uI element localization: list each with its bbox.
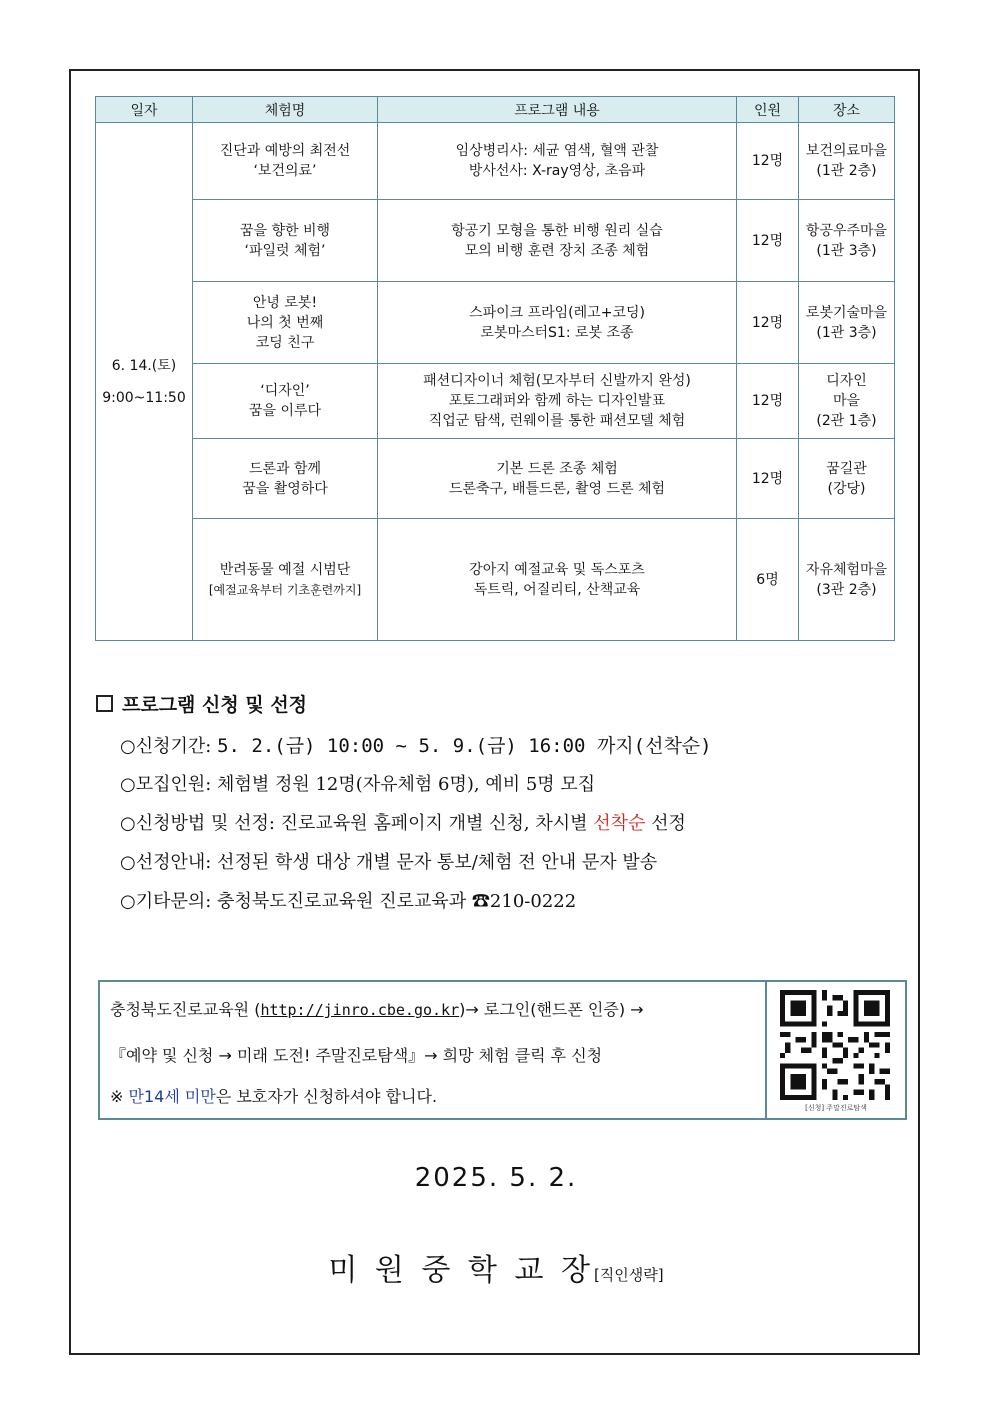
table-row: [96, 282, 895, 364]
table-row: [96, 123, 895, 200]
list-item-recruit: ○모집인원: 체험별 정원 12명(자유체험 6명), 예비 5명 모집: [120, 774, 596, 795]
document-date: 2025. 5. 2.: [414, 1163, 578, 1193]
table-row: [96, 200, 895, 282]
list-item-contact: ○기타문의: 충청북도진로교육원 진로교육과 ☎210-0222: [120, 891, 577, 912]
place-cell: 보건의료마을 (1관 2층): [799, 123, 895, 200]
header-program-content: 프로그램 내용: [378, 97, 737, 123]
header-program-name: 체험명: [193, 97, 378, 123]
header-place: 장소: [799, 97, 895, 123]
header-people: 인원: [737, 97, 799, 123]
table-row: [96, 364, 895, 439]
program-content-cell: 패션디자이너 체험(모자부터 신발까지 완성) 포토그래퍼와 함께 하는 디자인발표 직업군 탐색, 런웨이를 통한 패션모델 체험: [378, 364, 737, 439]
list-item-period: ○신청기간: 5. 2.(금) 10:00 ~ 5. 9.(금) 16:00 까지(선착순): [120, 735, 712, 757]
qr-code-cell: [765, 982, 905, 1118]
section-heading: [96, 690, 307, 717]
place-cell: 항공우주마을 (1관 3층): [799, 200, 895, 282]
date-text: 6. 14.(토): [111, 357, 177, 374]
time-text: 9:00~11:50: [102, 389, 186, 406]
place-cell: 로봇기술마을 (1관 3층): [799, 282, 895, 364]
people-cell: 6명: [737, 519, 799, 641]
table-row: [96, 439, 895, 519]
program-content-cell: 스파이크 프라임(레고+코딩) 로봇마스터S1: 로봇 조종: [378, 282, 737, 364]
checkbox-square-icon: [96, 695, 113, 712]
date-cell: [96, 123, 193, 641]
info-box: [98, 980, 907, 1120]
program-name-cell: 안녕 로봇! 나의 첫 번째 코딩 친구: [193, 282, 378, 364]
table-row: [96, 519, 895, 641]
people-cell: 12명: [737, 364, 799, 439]
info-line-3: ※ 만14세 미만은 보호자가 신청하셔야 합니다.: [110, 1087, 438, 1106]
place-cell: 자유체험마을 (3관 2층): [799, 519, 895, 641]
principal-name: 미 원 중 학 교 장: [328, 1253, 594, 1288]
header-date: 일자: [96, 97, 193, 123]
people-cell: 12명: [737, 439, 799, 519]
place-cell: 꿈길관 (강당): [799, 439, 895, 519]
info-line-2: 『예약 및 신청 → 미래 도전! 주말진로탐색』→ 희망 체험 클릭 후 신청: [110, 1046, 603, 1065]
signature: [0, 1245, 992, 1289]
section-title: 프로그램 신청 및 선정: [122, 694, 308, 716]
first-come-highlight: 선착순: [593, 813, 646, 834]
info-line-1: 충청북도진로교육원 (http://jinro.cbe.go.kr)→ 로그인(핸드폰 인증) →: [110, 1000, 644, 1019]
program-content-cell: 임상병리사: 세균 염색, 혈액 관찰 방사선사: X-ray영상, 초음파: [378, 123, 737, 200]
program-content-cell: 강아지 예절교육 및 독스포츠 독트릭, 어질리티, 산책교육: [378, 519, 737, 641]
program-name-cell: ‘디자인’ 꿈을 이루다: [193, 364, 378, 439]
homepage-link[interactable]: http://jinro.cbe.go.kr: [260, 1001, 460, 1019]
schedule-table: [95, 96, 895, 641]
people-cell: 12명: [737, 200, 799, 282]
list-item-method: ○신청방법 및 선정: 진로교육원 홈페이지 개별 신청, 차시별 선착순 선정: [120, 813, 686, 834]
qr-code-icon[interactable]: [780, 990, 890, 1100]
program-name-cell: 꿈을 향한 비행 ‘파일럿 체험’: [193, 200, 378, 282]
place-cell: 디자인 마을 (2관 1층): [799, 364, 895, 439]
program-name-cell: 반려동물 예절 시범단 [예절교육부터 기초훈련까지]: [193, 519, 378, 641]
people-cell: 12명: [737, 123, 799, 200]
qr-caption: [신청] 주말진로탐색: [805, 1104, 867, 1112]
program-name-cell: 드론과 함께 꿈을 촬영하다: [193, 439, 378, 519]
program-content-cell: 항공기 모형을 통한 비행 원리 실습 모의 비행 훈련 장치 조종 체험: [378, 200, 737, 282]
stamp-omitted: [직인생략]: [593, 1266, 664, 1284]
program-name-cell: 진단과 예방의 최전선 ‘보건의료’: [193, 123, 378, 200]
list-item-notice: ○선정안내: 선정된 학생 대상 개별 문자 통보/체험 전 안내 문자 발송: [120, 852, 658, 873]
table-header-row: [96, 97, 895, 123]
people-cell: 12명: [737, 282, 799, 364]
program-content-cell: 기본 드론 조종 체험 드론축구, 배틀드론, 촬영 드론 체험: [378, 439, 737, 519]
